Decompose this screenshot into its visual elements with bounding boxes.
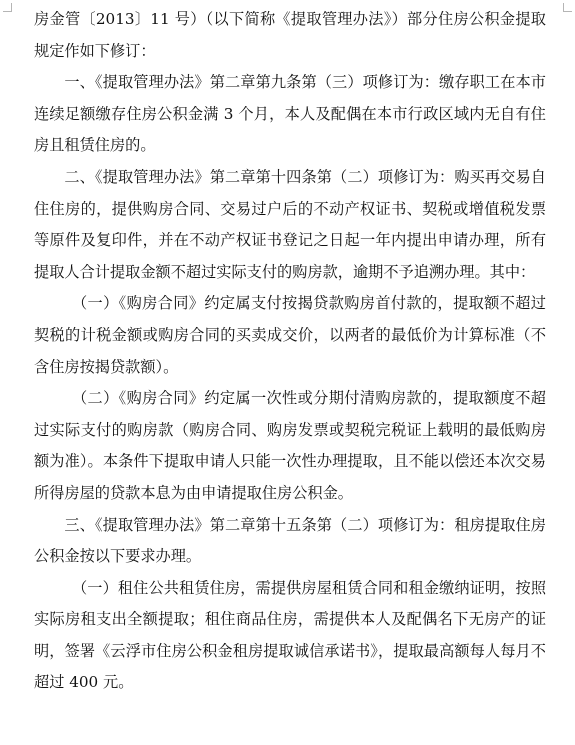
paragraph-article-1: 一、《提取管理办法》第二章第九条第（三）项修订为：缴存职工在本市连续足额缴存住房公积金满 3 个月，本人及配偶在本市行政区域内无自有住房且租赁住房的。 [34, 73, 546, 155]
margin-corner-mark-top-left [3, 3, 12, 12]
paragraph-article-2-item-2: （二）《购房合同》约定属一次性或分期付清购房款的，提取额度不超过实际支付的购房款（购房合同、购房发票或契税完税证上载明的最低购房额为准）。本条件下提取申请人只能一次性办理提取，且不能以偿还本次交易所得房屋的贷款本息为由申请提取住房公积金。 [34, 389, 546, 502]
paragraph-article-3-item-1: （一）租住公共租赁住房，需提供房屋租赁合同和租金缴纳证明，按照实际房租支出全额提取；租住商品住房，需提供本人及配偶名下无房产的证明，签署《云浮市住房公积金租房提取诚信承诺书》，提取最高额每人每月不超过 400 元。 [34, 578, 546, 692]
paragraph-intro: 房金管〔2013〕11 号）（以下简称《提取管理办法》）部分住房公积金提取规定作如下修订： [34, 10, 546, 60]
paragraph-article-2: 二、《提取管理办法》第二章第十四条第（二）项修订为：购买再交易自住住房的，提供购房合同、交易过户后的不动产权证书、契税或增值税发票等原件及复印件，并在不动产权证书登记之日起一年内提出申请办理，所有提取人合计提取金额不超过实际支付的购房款，逾期不予追溯办理。其中： [34, 167, 546, 281]
margin-corner-mark-top-right [563, 3, 572, 12]
document-body[interactable] [34, 4, 546, 699]
paragraph-article-2-item-1: （一）《购房合同》约定属支付按揭贷款购房首付款的，提取额不超过契税的计税金额或购房合同的买卖成交价，以两者的最低价为计算标准（不含住房按揭贷款额）。 [34, 294, 546, 376]
paragraph-article-3: 三、《提取管理办法》第二章第十五条第（二）项修订为：租房提取住房公积金按以下要求办理。 [34, 515, 546, 566]
